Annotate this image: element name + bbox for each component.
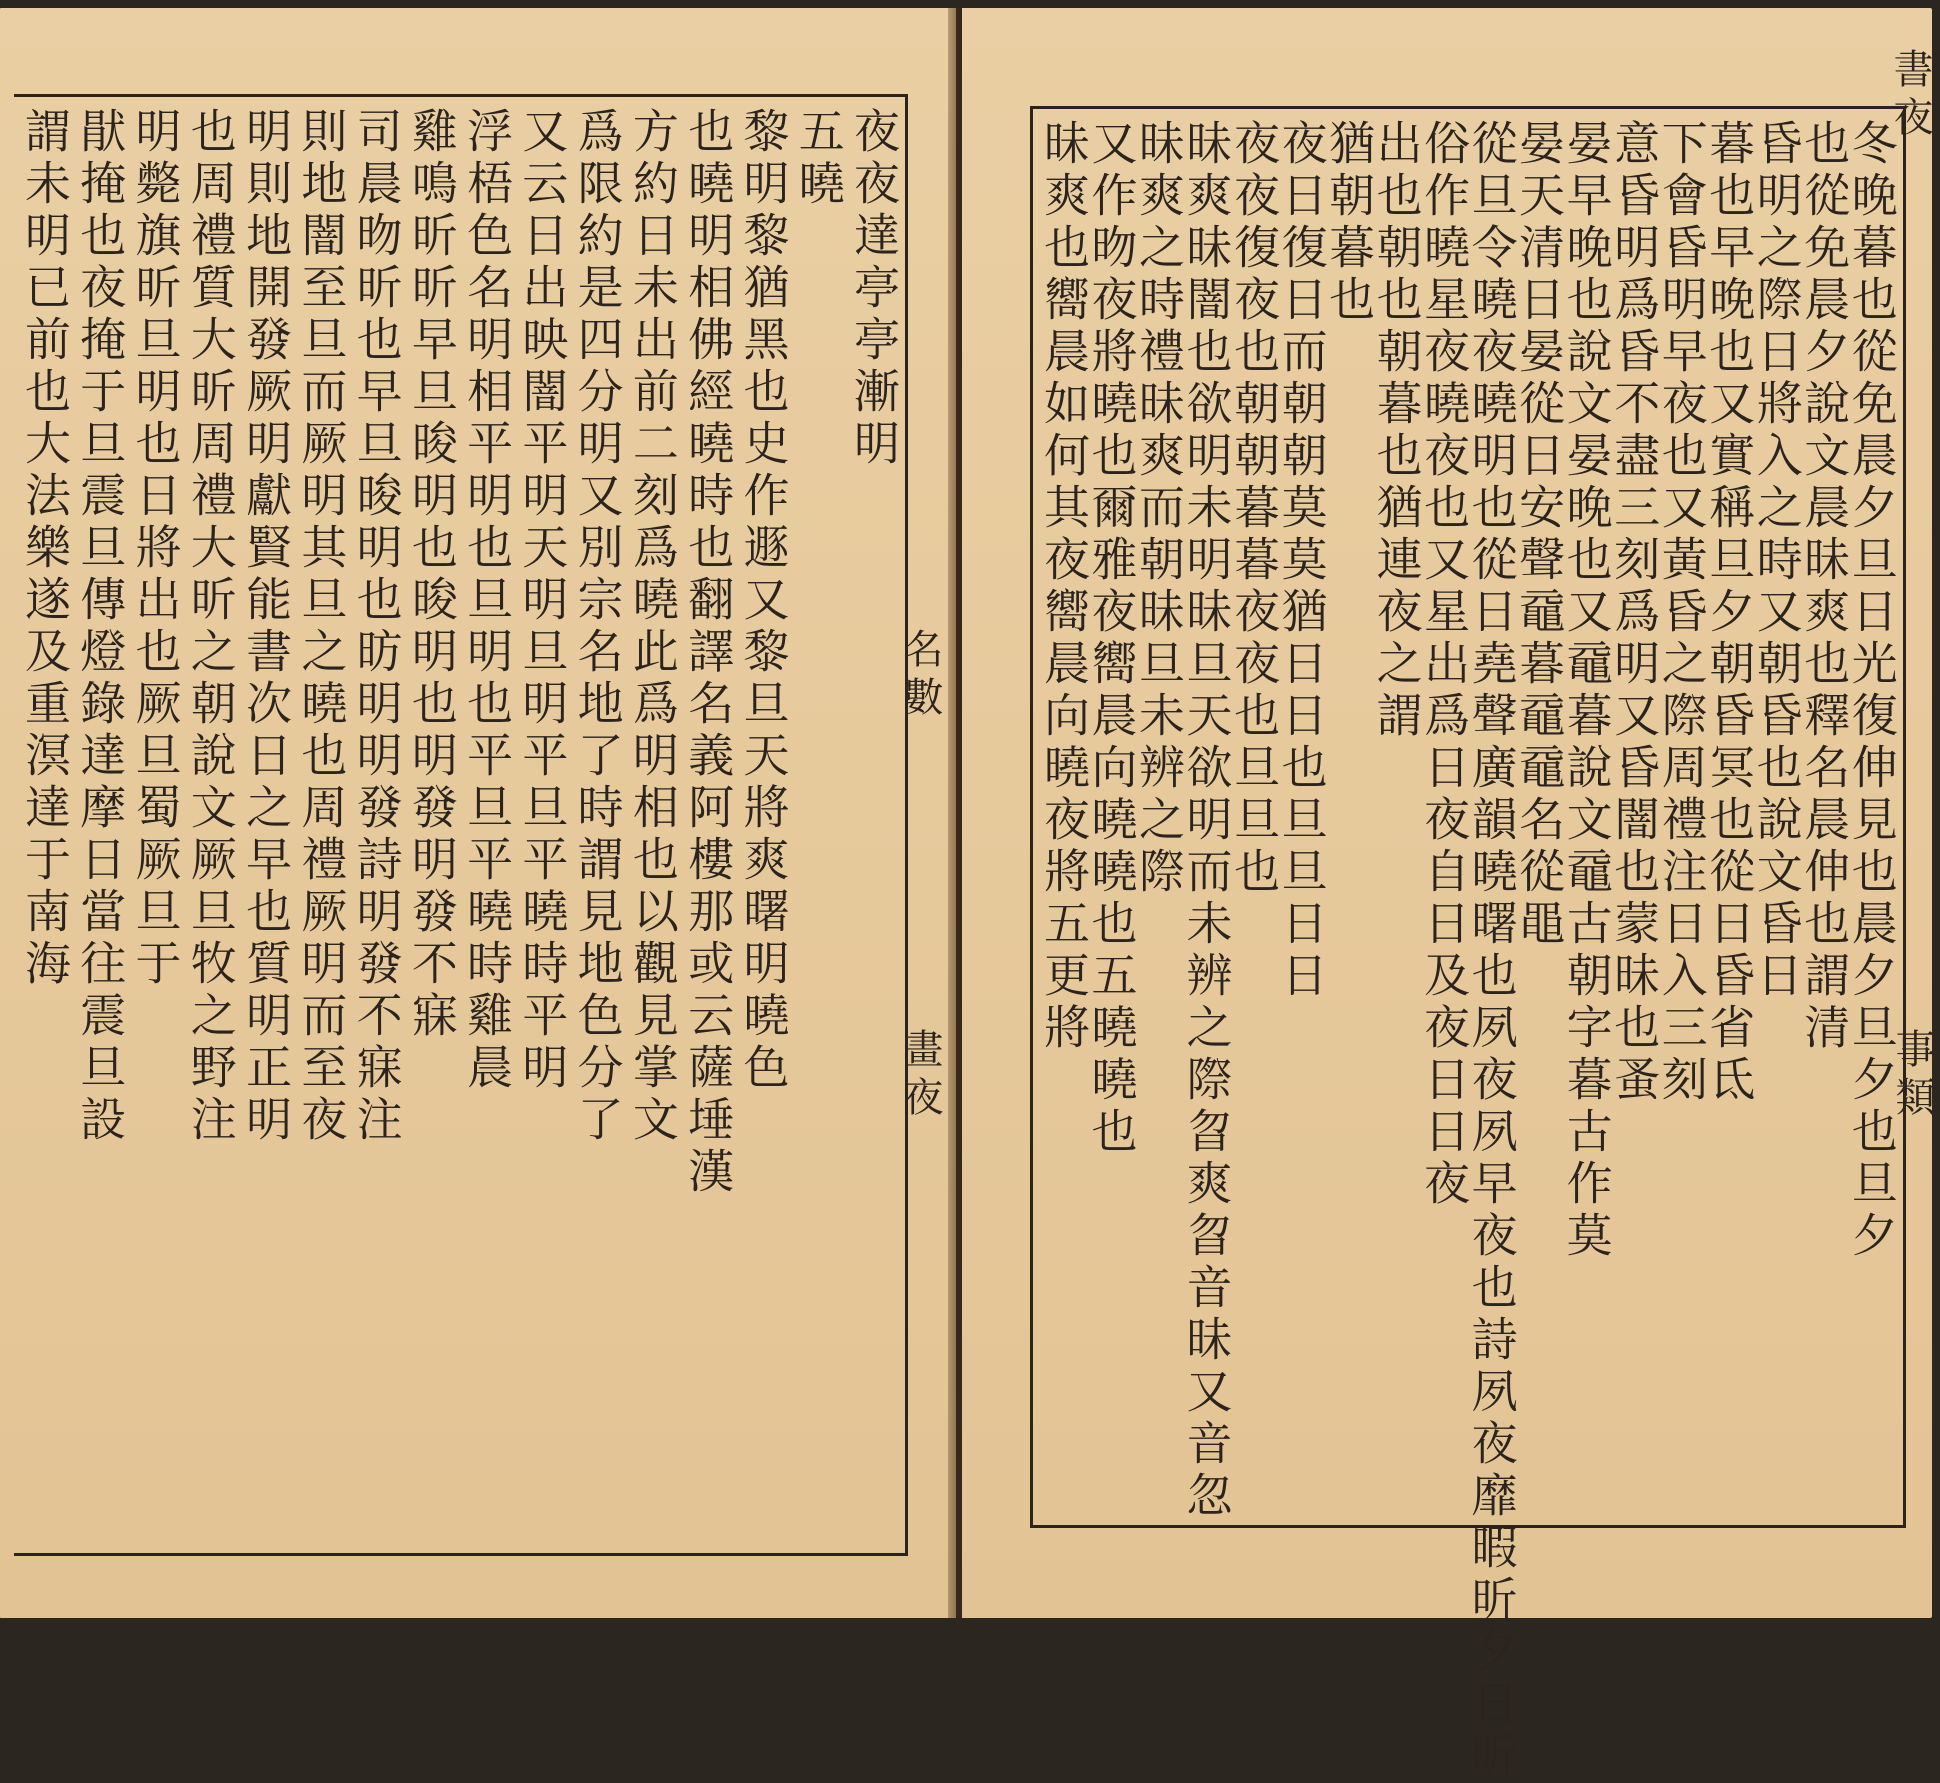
text-column: 也曉明相佛經曉時也翻譯名義阿樓那或云薩埵漢 [681, 107, 736, 1199]
text-column: 夜夜復夜也朝朝暮暮夜夜也旦旦也 [1227, 119, 1282, 899]
text-column: 浮梧色名明相平明也旦明也平旦平曉時雞晨 [460, 107, 515, 1095]
margin-label-top: 書夜 [1887, 48, 1933, 144]
text-column: 又作昒夜將曉也爾雅夜嚮晨向曉曉也五曉曉也 [1084, 119, 1139, 1159]
text-column: 昏明之際日將入之時又朝昏也說文昏日 [1749, 119, 1804, 1003]
text-column: 謂未明已前也大法樂遂及重溟達于南海 [18, 107, 72, 991]
text-column: 爲限約是四分明又別宗名地了時謂見地色分了 [570, 107, 625, 1147]
text-column: 夜日復日而朝朝莫莫猶日日也旦旦日日 [1274, 119, 1329, 1003]
text-column: 五曉 [791, 107, 846, 211]
text-column: 冬晚暮也從免晨夕旦日光復伸見也晨夕旦夕也旦夕 [1844, 119, 1899, 1263]
text-column: 黎明黎猶黑也史作遯又黎旦天將爽曙明曉色 [736, 107, 791, 1095]
text-column: 從旦令曉夜曉明也從日堯聲廣韻曉曙也夙夜夙早夜也詩夙夜靡暇昕夕日昕 [1464, 119, 1519, 1783]
margin-label-top: 名數 [897, 628, 943, 724]
margin-label-bottom: 畫夜 [897, 1028, 943, 1124]
text-column: 昧爽也嚮晨如何其夜嚮晨向曉夜將五更將 [1037, 119, 1091, 1055]
right-page [962, 8, 1935, 1783]
text-column: 出也朝也朝暮也猶連夜之謂 [1369, 119, 1424, 743]
text-column: 暮也早晚也又實稱旦夕朝昏冥也從日昏省氐 [1702, 119, 1757, 1107]
text-column: 則地闇至旦而厥明其旦之曉也周禮厥明而至夜 [294, 107, 349, 1147]
text-column: 也周禮質大昕周禮大昕之朝說文厥旦牧之野注 [183, 107, 238, 1147]
left-text-block [14, 94, 908, 1556]
text-column: 明則地開發厥明獻賢能書次日之早也質明正明 [239, 107, 294, 1147]
text-column: 意昏明爲昏不盡三刻爲明又昏闇也蒙昧也蚤 [1607, 119, 1662, 1107]
margin-label-right: 事類 [1889, 1028, 1935, 1124]
text-column: 方約日未出前二刻爲曉此爲明相也以觀見掌文 [625, 107, 680, 1147]
text-column: 又云日出映闇平明天明旦明平旦平曉時平明 [515, 107, 570, 1095]
text-column: 晏早晚也說文晏晚也又黿暮說文黿古朝字暮古作莫 [1559, 119, 1614, 1263]
text-column: 也從免晨夕說文晨昧爽也釋名晨伸也謂清 [1797, 119, 1852, 1055]
text-column: 晏天清日晏從日安聲黿暮黿黿名從黽 [1512, 119, 1567, 951]
text-column: 猒掩也夜掩于旦震旦傳燈錄達摩日當往震旦設 [73, 107, 128, 1147]
text-column: 猶朝暮也 [1322, 119, 1377, 327]
left-page [0, 8, 956, 1618]
text-column: 昧爽昧闇也欲明未明昧旦天欲明而未辨之際曶爽曶音昧又音忽 [1179, 119, 1234, 1523]
text-column: 俗作曉星夜曉夜也又星出爲日夜自日及夜日日夜 [1417, 119, 1472, 1211]
text-column: 夜夜達亭亭漸明 [846, 107, 901, 471]
right-text-block [1030, 106, 1906, 1783]
text-column: 明斃旗昕旦明也日將出也厥旦蜀厥旦于 [128, 107, 183, 991]
text-column: 昧爽之時禮昧爽而朝昧旦未辨之際 [1132, 119, 1187, 899]
text-column: 司晨昒昕也早旦晙明也昉明明發詩明發不寐注 [349, 107, 404, 1147]
text-column: 下會昏明早夜也又黃昏之際周禮注日入三刻 [1654, 119, 1709, 1107]
text-column: 雞鳴昕昕早旦晙明也晙明也明發明發不寐 [404, 107, 459, 1043]
